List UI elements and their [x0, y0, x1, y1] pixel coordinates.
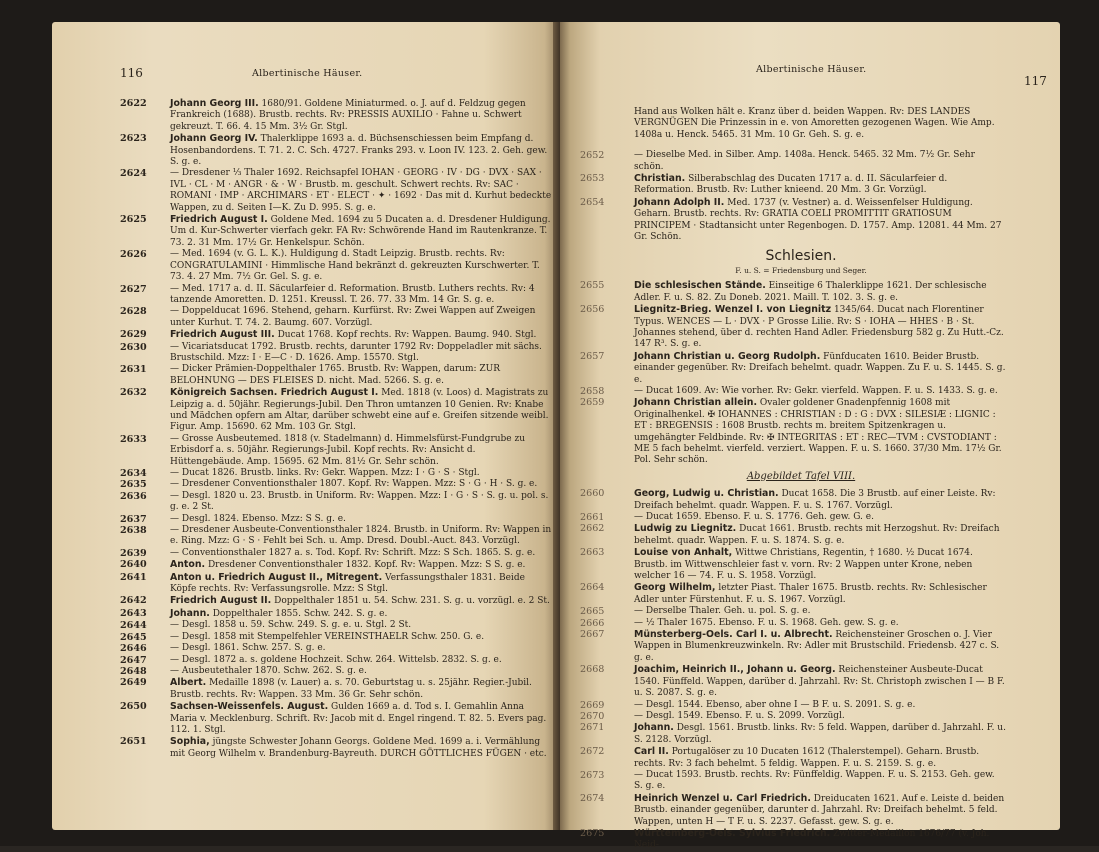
entry-description: Reichensteiner Groschen o. J. Vier Wappen in Blumenkreuzwinkeln. Rv: Adler mit Brustschild. Friedensb. 427 c. S. g. e.	[634, 630, 1000, 663]
entry-description: 1680/91. Goldene Miniaturmed. o. J. auf d. Feldzug gegen Frankreich (1688). Brustb. rechts. Rv: PRESSIS AUXILIO · Fahne u. Schwert gekreuzt. T. 66. 4. 15 Mm. 3½ Gr. Stgl.	[170, 99, 526, 132]
lot-number: 2649	[120, 677, 147, 689]
entry-heading: Friedrich August III.	[170, 329, 275, 341]
catalog-entry	[580, 523, 1006, 547]
entry-description: — Desgl. 1549. Ebenso. F. u. S. 2099. Vorzügl.	[634, 710, 845, 721]
catalog-entry	[580, 722, 1006, 746]
entry-description: Med. 1818 (v. Loos) d. Magistrats zu Leipzig a. d. 50jähr. Regierungs-Jubil. Den Thron umtanzen 10 Genien. Rv: Knabe und Mädchen opfern am Altar, darüber schwebt eine auf e. Greifen sitzende weibl. Figur. Amp. 15690. 62 Mm. 103 Gr. Stgl.	[170, 388, 549, 433]
entry-description: Verfassungsthaler 1831. Beide Köpfe rechts. Rv: Verfassungsrolle. Mzz: S Stgl.	[170, 572, 525, 595]
lot-number: 2639	[120, 547, 147, 559]
entry-description: Fünfducaten 1610. Beider Brustb. einander gegenüber. Rv: Dreifach behelmt. quadr. Wappen. Zu F. u. S. 1445. S. g. e.	[634, 351, 1006, 385]
lot-number: 2654	[580, 196, 605, 208]
catalog-entry	[580, 280, 1006, 304]
entry-description: — Desgl. 1544. Ebenso, aber ohne I — B F. u. S. 2091. S. g. e.	[634, 699, 916, 710]
entry-description: Reichensteiner Ausbeute-Ducat 1540. Fünffeld. Wappen, darüber d. Jahrzahl. Rv: St. Christoph zwischen I — B F. u. S. 2087. S. g. e.	[634, 665, 1005, 699]
section-abbreviation: F. u. S. = Friedensburg und Seger.	[735, 265, 867, 275]
catalog-entry	[580, 699, 1006, 711]
catalog-entry	[120, 98, 552, 133]
catalog-entry	[580, 792, 1006, 828]
lot-number: 2651	[120, 736, 147, 748]
lot-number: 2624	[120, 168, 147, 180]
lot-number: 2645	[120, 631, 147, 643]
lot-number: 2667	[580, 629, 605, 641]
entry-description: — Desgl. 1820 u. 23. Brustb. in Uniform. Rv: Wappen. Mzz: I · G · S · S. g. u. pol. s. g. e. 2 St.	[170, 490, 549, 513]
entry-description: — Ducat 1593. Brustb. rechts. Rv: Fünffeldig. Wappen. F. u. S. 2153. Geh. gew. S. g. e.	[634, 769, 995, 792]
catalog-entry	[120, 643, 552, 654]
lot-number: 2631	[120, 364, 147, 376]
entry-description: Med. 1737 (v. Vestner) a. d. Weissenfelser Huldigung. Geharn. Brustb. rechts. Rv: GRATIA COELI PROMITTIT GRATIOSUM PRINCIPEM · Stadtansicht unter Regenbogen. D. 1757. Amp. 12081. 44 Mm. 27 Gr. Schön.	[634, 197, 1002, 243]
lot-number: 2646	[120, 643, 147, 655]
left-column	[120, 98, 552, 760]
entry-heading: Johann Adolph II.	[634, 196, 725, 208]
catalog-entry	[120, 632, 552, 643]
entry-description: Gulden 1669 a. d. Tod s. I. Gemahlin Anna Maria v. Mecklenburg. Schrift. Rv: Jacob mit d. Engel ringend. T. 82. 5. Evers pag. 112. 1. Stgl.	[170, 702, 547, 735]
catalog-entry	[120, 559, 552, 571]
right-running-head: Albertinische Häuser.	[756, 64, 867, 75]
catalog-entry	[580, 385, 1006, 397]
catalog-entry	[120, 364, 552, 387]
entry-heading: Albert.	[170, 677, 207, 689]
entry-description: — Dresdener Ausbeute-Conventionsthaler 1824. Brustb. in Uniform. Rv: Wappen in e. Ring. Mzz: G · S · Fehlt bei Sch. u. Amp. Dresd. Doubl.-Auct. 843. Vorzügl.	[170, 525, 552, 547]
entry-description: Ducat 1661. Brustb. rechts mit Herzogshut. Rv: Dreifach behelmt. quadr. Wappen. F. u. S. 1874. S. g. e.	[634, 524, 1000, 546]
catalog-entry	[120, 342, 552, 365]
lot-number: 2643	[120, 607, 147, 619]
entry-description: Zwitter-Medaillon 1676/77 (v. Joh. Neid-	[634, 828, 990, 851]
catalog-entry	[120, 479, 552, 490]
entry-description: — ½ Thaler 1675. Ebenso. F. u. S. 1968. Geh. gew. S. g. e.	[634, 617, 899, 628]
lot-number: 2662	[580, 523, 605, 535]
entry-heading: Anton u. Friedrich August II., Mitregent.	[170, 571, 383, 583]
entry-description: — Desgl. 1824. Ebenso. Mzz: S S. g. e.	[170, 513, 346, 524]
left-running-head: Albertinische Häuser.	[252, 68, 363, 79]
lot-number: 2628	[120, 306, 147, 318]
catalog-entry	[580, 827, 1006, 852]
entry-heading: Ludwig zu Liegnitz.	[634, 523, 737, 535]
catalog-entry	[580, 617, 1006, 629]
entry-description: jüngste Schwester Johann Georgs. Goldene Med. 1699 a. i. Vermählung mit Georg Wilhelm v. Brandenburg-Bayreuth. DURCH GÖTTLICHES FÜGEN · etc.	[170, 737, 547, 759]
entry-description: — Conventionsthaler 1827 a. s. Tod. Kopf. Rv: Schrift. Mzz: S Sch. 1865. S. g. e.	[170, 547, 536, 558]
entry-description: Doppelthaler 1851 u. 54. Schw. 231. S. g. u. vorzügl. e. 2 St.	[274, 596, 550, 607]
lot-number: 2644	[120, 620, 147, 632]
entry-description: Dreiducaten 1621. Auf e. Leiste d. beiden Brustb. einander gegenüber, darunter d. Jahrzahl. Rv: Dreifach behelmt. 5 feld. Wappen, unten H — T F. u. S. 2237. Gefasst. gew. S. g. e.	[634, 793, 1005, 827]
entry-description: Thalerklippe 1693 a. d. Büchsenschiessen beim Empfang d. Hosenbandordens. T. 71. 2. C. Sch. 4727. Franks 293. v. Loon IV. 123. 2. Geh. gew. S. g. e.	[170, 134, 548, 168]
lot-number: 2641	[120, 571, 147, 583]
lot-number: 2637	[120, 513, 147, 525]
catalog-entry	[580, 606, 1006, 618]
entry-description: — Desgl. 1858 u. 59. Schw. 249. S. g. e. u. Stgl. 2 St.	[170, 620, 412, 631]
lot-number: 2657	[580, 350, 605, 362]
lot-number: 2671	[580, 722, 605, 734]
left-page	[52, 22, 560, 830]
lot-number: 2668	[580, 664, 605, 676]
lot-number: 2648	[120, 665, 147, 677]
catalog-entry	[580, 150, 1006, 173]
entry-description: — Desgl. 1861. Schw. 257. S. g. e.	[170, 643, 326, 654]
lot-number: 2673	[580, 769, 605, 781]
lot-number: 2638	[120, 525, 147, 537]
entry-description: Ducat 1658. Die 3 Brustb. auf einer Leiste. Rv: Dreifach behelmt. quadr. Wappen. F. u. S. 1767. Vorzügl.	[634, 489, 996, 511]
entry-description: Desgl. 1561. Brustb. links. Rv: 5 feld. Wappen, darüber d. Jahrzahl. F. u. S. 2128. Vorzügl.	[634, 723, 1006, 745]
catalog-entry	[120, 329, 552, 341]
entry-heading: Johann.	[170, 607, 210, 619]
entry-description: Goldene Med. 1694 zu 5 Ducaten a. d. Dresdener Huldigung. Um d. Kur-Schwerter vierfach gekr. FA Rv: Schwörende Hand im Rautenkranze. T. 73. 2. 31 Mm. 17½ Gr. Henkelspur. Schön.	[170, 215, 551, 248]
entry-heading: Johann Christian allein.	[634, 397, 758, 409]
catalog-entry	[580, 664, 1006, 699]
catalog-entry	[120, 284, 552, 307]
entry-description: Portugalöser zu 10 Ducaten 1612 (Thalerstempel). Geharn. Brustb. rechts. Rv: 3 fach behelmt. 5 feldig. Wappen. F. u. S. 2159. S. g. e.	[634, 747, 980, 769]
lot-number: 2626	[120, 249, 147, 261]
entry-description: — Vicariatsducat 1792. Brustb. rechts, darunter 1792 Rv: Doppeladler mit sächs. Brustschild. Mzz: I · E—C · D. 1626. Amp. 15570. Stgl.	[170, 341, 542, 363]
entry-description: — Desgl. 1872 a. s. goldene Hochzeit. Schw. 264. Wittelsb. 2832. S. g. e.	[170, 654, 502, 665]
catalog-entry	[120, 168, 552, 214]
lot-number: 2634	[120, 468, 147, 479]
entries-silesia-2	[580, 488, 1006, 852]
lot-number: 2642	[120, 595, 147, 607]
catalog-entry	[120, 572, 552, 596]
entry-description: Dresdener Conventionsthaler 1832. Kopf. Rv: Wappen. Mzz: S S. g. e.	[207, 560, 526, 571]
catalog-entry	[120, 677, 552, 701]
entry-description: — Med. 1717 a. d. II. Säcularfeier d. Reformation. Brustb. Luthers rechts. Rv: 4 tanzende Amoretten. D. 1251. Kreussl. T. 26. 77. 33 Mm. 14 Gr. S. g. e.	[170, 283, 535, 305]
lot-number: 2670	[580, 710, 605, 722]
entry-heading: Heinrich Wenzel u. Carl Friedrich.	[634, 792, 811, 804]
entry-heading: Carl II.	[634, 746, 669, 758]
catalog-entry	[580, 582, 1006, 606]
catalog-entry	[120, 133, 552, 168]
catalog-entry	[580, 710, 1006, 722]
lot-number: 2627	[120, 283, 147, 295]
lot-number: 2656	[580, 304, 605, 316]
catalog-entry	[120, 620, 552, 631]
lot-number: 2630	[120, 341, 147, 353]
entry-description: Wittwe Christians, Regentin, † 1680. ½ Ducat 1674. Brustb. im Wittwenschleier fast v. vorn. Rv: 2 Wappen unter Krone, neben welcher 16 — 74. F. u. S. 1958. Vorzügl.	[634, 548, 973, 582]
entry-heading: Sachsen-Weissenfels. August.	[170, 701, 329, 713]
catalog-entry	[120, 387, 552, 434]
entry-heading: Georg Wilhelm,	[634, 582, 716, 594]
entry-heading: Louise von Anhalt,	[634, 547, 733, 559]
entries-silesia-1	[580, 280, 1006, 467]
lot-number: 2665	[580, 606, 605, 618]
entry-description: 1345/64. Ducat nach Florentiner Typus. WENCES — L · DVX · P Grosse Lilie. Rv: S · IOHA — HHES · B · St. Johannes stehend, über d. rechten Hand Adler. Friedensburg 582 g. Zu Hutt.-Cz. 147 R³. S. g. e.	[634, 305, 1004, 350]
catalog-entry	[120, 736, 552, 760]
catalog-entry	[580, 196, 1006, 244]
continuation-text: Hand aus Wolken hält e. Kranz über d. beiden Wappen. Rv: DES LANDES VERGNÜGEN Die Prinzessin in e. von Amoretten gezogenen Wagen. Wie Amp. 1408a u. Henck. 5465. 31 Mm. 10 Gr. Geh. S. g. e.	[634, 107, 995, 140]
entry-description: — Med. 1694 (v. G. L. K.). Huldigung d. Stadt Leipzig. Brustb. rechts. Rv: CONGRATULAMINI · Himmlische Hand bekränzt d. gekreuzten Kurschwerter. T. 73. 4. 27 Mm. 7½ Gr. Gel. S. g. e.	[170, 249, 540, 283]
lot-number: 2640	[120, 559, 147, 571]
catalog-entry	[120, 525, 552, 548]
catalog-entry	[580, 746, 1006, 770]
lot-number: 2664	[580, 582, 605, 594]
entry-heading: Anton.	[170, 559, 206, 571]
entry-heading: Friedrich August I.	[170, 214, 268, 226]
entry-heading: Friedrich August II.	[170, 595, 272, 607]
entry-heading: Die schlesischen Stände.	[634, 280, 766, 292]
catalog-entry	[120, 595, 552, 607]
lot-number: 2669	[580, 699, 605, 711]
entry-description: Ducat 1768. Kopf rechts. Rv: Wappen. Baumg. 940. Stgl.	[277, 330, 537, 341]
plate-reference: Abgebildet Tafel VIII.	[746, 470, 856, 482]
lot-number: 2636	[120, 490, 147, 502]
entry-description: Doppelthaler 1855. Schw. 242. S. g. e.	[212, 608, 388, 619]
catalog-entry	[580, 397, 1006, 466]
entry-description: — Dicker Prämien-Doppelthaler 1765. Brustb. Rv: Wappen, darum: ZUR BELOHNUNG — DES FLEISES D. nicht. Mad. 5266. S. g. e.	[170, 364, 501, 386]
entry-heading: Georg, Ludwig u. Christian.	[634, 488, 779, 500]
right-page-number: 117	[1024, 74, 1047, 88]
catalog-entry	[580, 512, 1006, 523]
lot-number: 2650	[120, 701, 147, 713]
lot-number: 2672	[580, 746, 605, 758]
entry-heading: Sophia,	[170, 736, 210, 748]
entry-description: — Ducat 1659. Ebenso. F. u. S. 1776. Geh. gew. G. e.	[634, 512, 874, 522]
catalog-entry	[120, 306, 552, 329]
entry-description: letzter Piast. Thaler 1675. Brustb. rechts. Rv: Schlesischer Adler unter Fürstenhut. F. u. S. 1967. Vorzügl.	[634, 583, 987, 605]
entries-saxony	[580, 150, 1006, 243]
catalog-entry	[120, 701, 552, 736]
entry-description: Einseitige 6 Thalerklippe 1621. Der schlesische Adler. F. u. S. 82. Zu Doneb. 2021. Maill. T. 102. 3. S. g. e.	[634, 281, 987, 303]
lot-number: 2661	[580, 512, 605, 523]
lot-number: 2666	[580, 617, 605, 629]
lot-number: 2674	[580, 792, 605, 804]
lot-number: 2635	[120, 479, 147, 491]
catalog-entry	[580, 769, 1006, 793]
entry-heading: Johann Georg IV.	[170, 133, 258, 145]
entry-description: — Dieselbe Med. in Silber. Amp. 1408a. Henck. 5465. 32 Mm. 7½ Gr. Sehr schön.	[634, 150, 975, 172]
catalog-entry	[120, 666, 552, 677]
entry-heading: Königreich Sachsen. Friedrich August I.	[170, 387, 379, 399]
entry-description: — Dresdener ⅓ Thaler 1692. Reichsapfel IOHAN · GEORG · IV · DG · DVX · SAX · IVL · CL · M · ANGR · & · W · Brustb. m. geschult. Schwert rechts. Rv: SAC · ROMANI · IMP · ARCHIMARS · ET · ELECT · ✦ · 1692 · Das mit d. Kurhut bedeckte Wappen, zu d. Seiten I—K. Zu D. 995. S. g. e.	[170, 168, 552, 213]
entry-description: — Desgl. 1858 mit Stempelfehler VEREINSTHAELR Schw. 250. G. e.	[170, 631, 485, 642]
catalog-entry	[120, 514, 552, 525]
catalog-entry	[580, 488, 1006, 512]
lot-number: 2660	[580, 488, 605, 500]
lot-number: 2652	[580, 150, 605, 162]
lot-number: 2647	[120, 654, 147, 666]
catalog-entry	[580, 350, 1006, 386]
catalog-entry	[120, 214, 552, 249]
entry-heading: Münsterberg-Oels. Carl I. u. Albrecht.	[634, 629, 833, 641]
entry-description: Ovaler goldener Gnadenpfennig 1608 mit Originalhenkel. ✠ IOHANNES : CHRISTIAN : D : G : DVX : SILESIÆ : LIGNIC : ET : BREGENSIS : 1608 Brustb. rechts m. breitem Spitzenkragen u. umgehängter Feldbinde. Rv: ✠ INTEGRITAS : ET : REC—TVM : CVSTODIANT : ME 5 fach behelmt. vierfeld. verziert. Wappen. F. u. S. 1660. 37/30 Mm. 17½ Gr. Pol. Sehr schön.	[634, 398, 1002, 466]
entry-description: — Ausbeutethaler 1870. Schw. 262. S. g. e.	[170, 665, 367, 676]
entry-heading: Johann Georg III.	[170, 98, 259, 109]
catalog-entry	[580, 547, 1006, 582]
entry-description: — Derselbe Thaler. Geh. u. pol. S. g. e.	[634, 606, 811, 617]
lot-number: 2633	[120, 433, 147, 445]
lot-number: 2675	[580, 827, 605, 839]
lot-number: 2622	[120, 98, 147, 109]
lot-number: 2658	[580, 385, 605, 397]
lot-number: 2632	[120, 387, 147, 399]
lot-number: 2655	[580, 280, 605, 292]
section-title: Schlesien.	[765, 248, 837, 265]
entry-heading: Christian.	[634, 173, 686, 185]
right-page	[560, 22, 1060, 851]
entry-description: — Ducat 1609. Av: Wie vorher. Rv: Gekr. vierfeld. Wappen. F. u. S. 1433. S. g. e.	[634, 385, 998, 396]
catalog-entry	[120, 434, 552, 468]
left-page-number: 116	[120, 66, 143, 80]
entry-description: — Dresdener Conventionsthaler 1807. Kopf. Rv: Wappen. Mzz: S · G · H · S. g. e.	[170, 479, 538, 490]
catalog-entry	[120, 608, 552, 620]
entry-description: Silberabschlag des Ducaten 1717 a. d. II. Säcularfeier d. Reformation. Brustb. Rv: Luther knieend. 20 Mm. 3 Gr. Vorzügl.	[634, 174, 948, 196]
entry-description: — Ducat 1826. Brustb. links. Rv: Gekr. Wappen. Mzz: I · G · S · Stgl.	[170, 468, 480, 478]
catalog-entry	[120, 491, 552, 514]
lot-number: 2625	[120, 214, 147, 226]
lot-number: 2663	[580, 547, 605, 559]
entry-heading: Joachim, Heinrich II., Johann u. Georg.	[634, 664, 836, 676]
lot-number: 2623	[120, 133, 147, 145]
entry-description: — Doppelducat 1696. Stehend, geharn. Kurfürst. Rv: Zwei Wappen auf Zweigen unter Kurhut. T. 74. 2. Baumg. 607. Vorzügl.	[170, 306, 536, 328]
entry-heading: Johann.	[634, 722, 674, 734]
entry-description: — Grosse Ausbeutemed. 1818 (v. Stadelmann) d. Himmelsfürst-Fundgrube zu Erbisdorf a. s. 50jähr. Regierungs-Jubil. Kopf rechts. Rv: Ansicht d. Hüttengebäude. Amp. 15695. 62 Mm. 81½ Gr. Sehr schön.	[170, 433, 526, 467]
catalog-entry	[120, 548, 552, 559]
catalog-entry	[580, 304, 1006, 351]
catalog-entry	[120, 655, 552, 666]
entry-heading: Württemberg-Oels. Sylvius Friedrich.	[634, 827, 831, 839]
entry-heading: Johann Christian u. Georg Rudolph.	[634, 350, 821, 362]
lot-number: 2659	[580, 397, 605, 409]
catalog-entry	[580, 173, 1006, 197]
catalog-entry	[120, 249, 552, 283]
catalog-entry	[120, 468, 552, 479]
lot-number: 2629	[120, 329, 147, 341]
lot-number: 2653	[580, 173, 605, 185]
entry-heading: Liegnitz-Brieg. Wenzel I. von Liegnitz	[634, 304, 832, 316]
catalog-entry	[580, 629, 1006, 664]
entry-description: Medaille 1898 (v. Lauer) a. s. 70. Geburtstag u. s. 25jähr. Regier.-Jubil. Brustb. rechts. Rv: Wappen. 33 Mm. 36 Gr. Sehr schön.	[170, 678, 532, 700]
right-column	[580, 98, 1006, 852]
